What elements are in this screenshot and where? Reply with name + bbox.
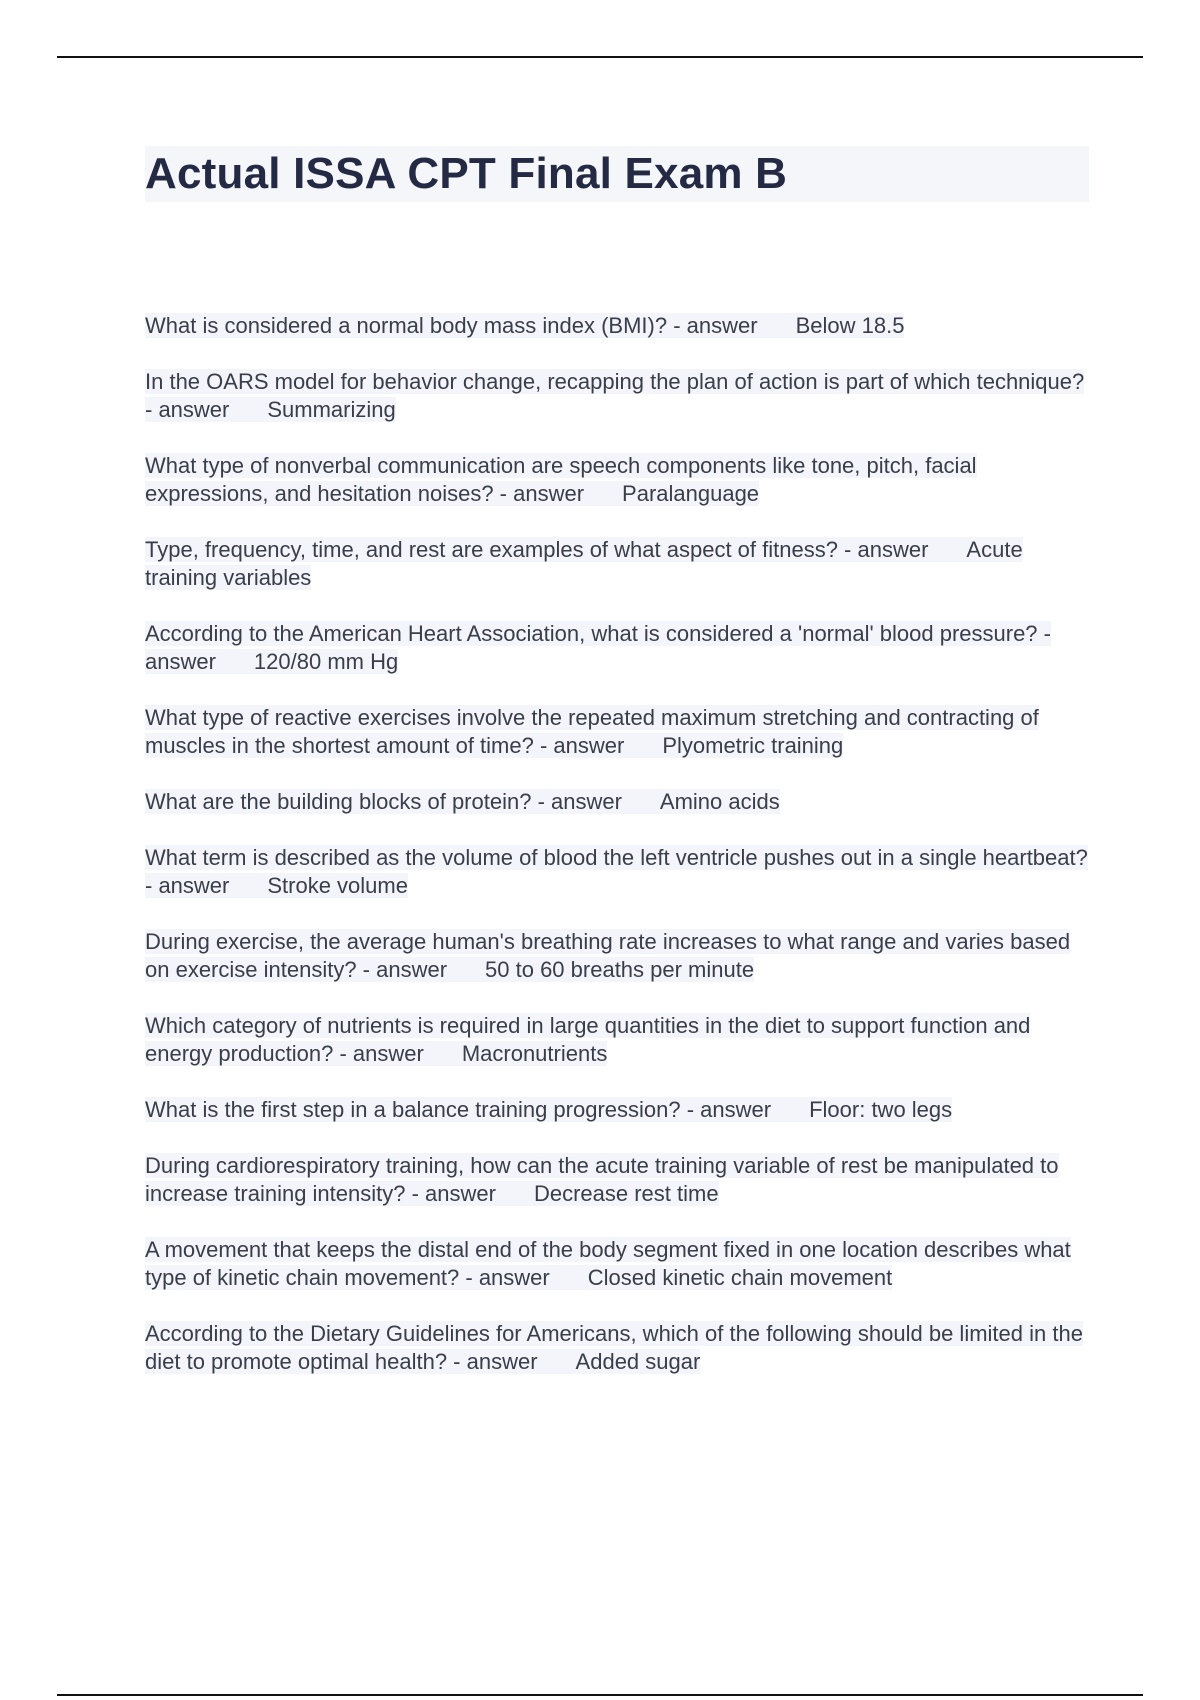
answer-text: Paralanguage [622, 481, 760, 506]
answer-text: Floor: two legs [809, 1097, 953, 1122]
question-text: What is considered a normal body mass index (BMI)? - answer [145, 313, 758, 338]
qa-list [145, 312, 1089, 1404]
page-title: Actual ISSA CPT Final Exam B [145, 149, 788, 198]
question-text: Type, frequency, time, and rest are examples of what aspect of fitness? - answer [145, 537, 929, 562]
qa-item [145, 1012, 1089, 1068]
qa-item [145, 788, 1089, 816]
question-text: What are the building blocks of protein? - answer [145, 789, 622, 814]
answer-text: Macronutrients [461, 1041, 608, 1066]
answer-text: Amino acids [659, 789, 780, 814]
top-rule [57, 56, 1143, 58]
question-text: What term is described as the volume of blood the left ventricle pushes out in a single heartbeat? - answer [145, 845, 1088, 898]
qa-item [145, 1096, 1089, 1124]
qa-item [145, 704, 1089, 760]
question-text: During exercise, the average human's breathing rate increases to what range and varies based on exercise intensity? - answer [145, 929, 1071, 982]
qa-item [145, 368, 1089, 424]
answer-text: Added sugar [575, 1349, 701, 1374]
answer-text: Summarizing [267, 397, 396, 422]
question-text: During cardiorespiratory training, how can the acute training variable of rest be manipulated to increase training intensity? - answer [145, 1153, 1059, 1206]
qa-item [145, 536, 1089, 592]
answer-text: Acute training variables [145, 537, 1023, 590]
qa-item [145, 844, 1089, 900]
answer-text: 50 to 60 breaths per minute [485, 957, 755, 982]
answer-text: Stroke volume [267, 873, 408, 898]
question-text: According to the Dietary Guidelines for Americans, which of the following should be limited in the diet to promote optimal health? - answer [145, 1321, 1083, 1374]
question-text: What type of reactive exercises involve the repeated maximum stretching and contracting of muscles in the shortest amount of time? - answer [145, 705, 1039, 758]
question-text: What type of nonverbal communication are speech components like tone, pitch, facial expressions, and hesitation noises? - answer [145, 453, 977, 506]
qa-item [145, 1236, 1089, 1292]
answer-text: Plyometric training [662, 733, 844, 758]
answer-text: Below 18.5 [795, 313, 905, 338]
qa-item [145, 928, 1089, 984]
answer-text: 120/80 mm Hg [253, 649, 399, 674]
qa-item [145, 1320, 1089, 1376]
qa-item [145, 620, 1089, 676]
question-text: In the OARS model for behavior change, recapping the plan of action is part of which technique? - answer [145, 369, 1085, 422]
question-text: What is the first step in a balance training progression? - answer [145, 1097, 772, 1122]
question-text: Which category of nutrients is required in large quantities in the diet to support function and energy production? - answer [145, 1013, 1031, 1066]
question-text: A movement that keeps the distal end of the body segment fixed in one location describes what type of kinetic chain movement? - answer [145, 1237, 1071, 1290]
answer-text: Decrease rest time [533, 1181, 719, 1206]
answer-text: Closed kinetic chain movement [587, 1265, 893, 1290]
qa-item [145, 312, 1089, 340]
bottom-rule [57, 1694, 1143, 1696]
qa-item [145, 1152, 1089, 1208]
qa-item [145, 452, 1089, 508]
question-text: According to the American Heart Association, what is considered a 'normal' blood pressure? - answer [145, 621, 1051, 674]
